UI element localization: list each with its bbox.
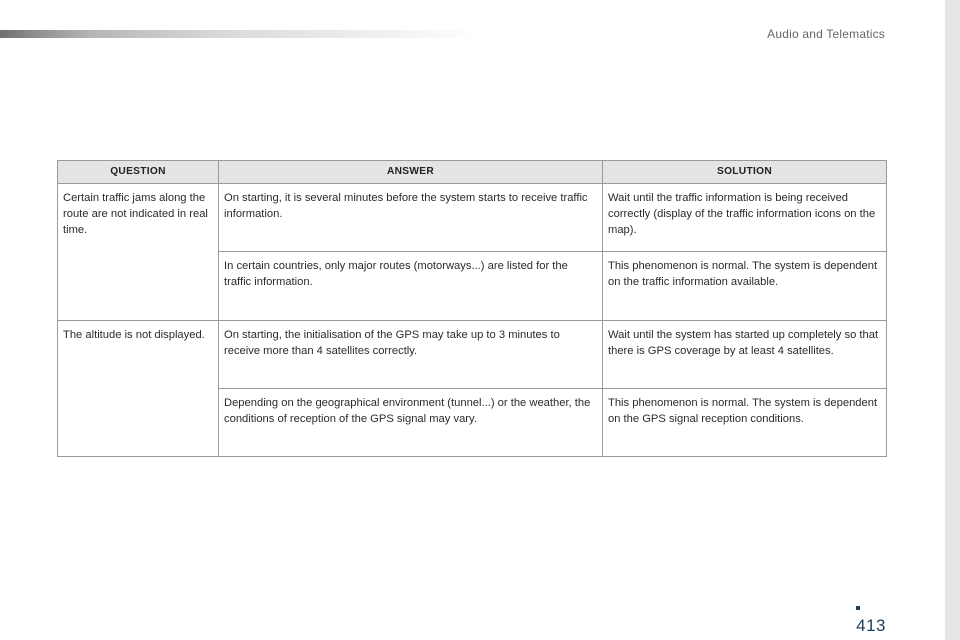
column-header-question: QUESTION	[58, 161, 219, 184]
answer-cell: In certain countries, only major routes (motorways...) are listed for the traffic information.	[219, 252, 603, 321]
question-cell: The altitude is not displayed.	[58, 321, 219, 457]
faq-table	[57, 160, 887, 457]
table-row	[58, 321, 887, 389]
table-row	[58, 184, 887, 252]
page-edge-strip	[945, 0, 960, 640]
section-title: Audio and Telematics	[767, 27, 885, 41]
page-marker-dot	[856, 606, 860, 610]
header-gradient-bar	[0, 30, 480, 38]
solution-cell: Wait until the system has started up completely so that there is GPS coverage by at least 4 satellites.	[603, 321, 887, 389]
answer-cell: On starting, it is several minutes before the system starts to receive traffic information.	[219, 184, 603, 252]
solution-cell: This phenomenon is normal. The system is dependent on the traffic information available.	[603, 252, 887, 321]
solution-cell: Wait until the traffic information is being received correctly (display of the traffic information icons on the map).	[603, 184, 887, 252]
page-number	[856, 616, 886, 636]
solution-cell: This phenomenon is normal. The system is dependent on the GPS signal reception conditions.	[603, 389, 887, 457]
table-header-row	[58, 161, 887, 184]
page-number-text: 413	[856, 616, 886, 635]
column-header-solution: SOLUTION	[603, 161, 887, 184]
column-header-answer: ANSWER	[219, 161, 603, 184]
answer-cell: On starting, the initialisation of the GPS may take up to 3 minutes to receive more than 4 satellites correctly.	[219, 321, 603, 389]
answer-cell: Depending on the geographical environment (tunnel...) or the weather, the conditions of reception of the GPS signal may vary.	[219, 389, 603, 457]
question-cell: Certain traffic jams along the route are not indicated in real time.	[58, 184, 219, 321]
